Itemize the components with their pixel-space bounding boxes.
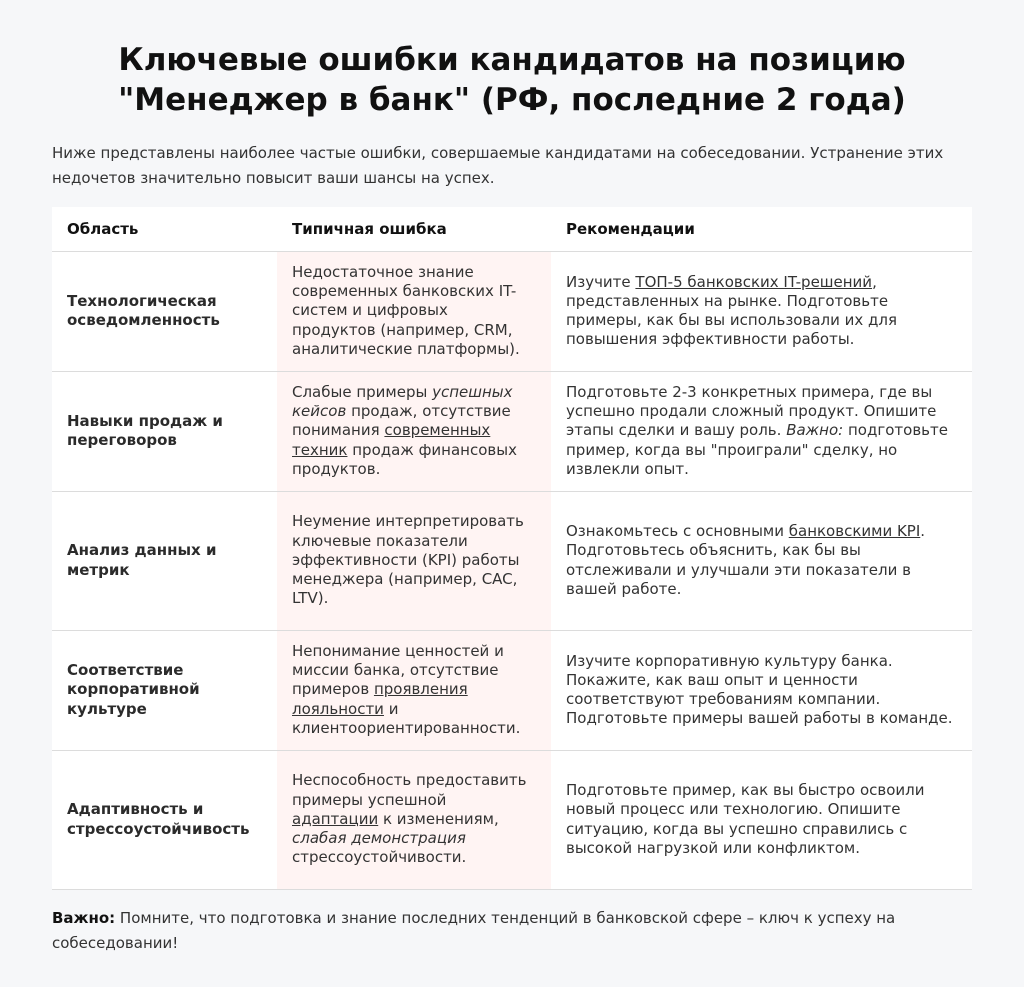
table-row xyxy=(52,371,972,491)
mistakes-table xyxy=(52,207,972,890)
link-bank-kpi[interactable]: банковскими KPI xyxy=(788,522,921,541)
row-recommendation: Изучите корпоративную культуру банка. Покажите, как ваш опыт и ценности соответствуют требованиям компании. Подготовьте примеры вашей работы в команде. xyxy=(551,630,972,750)
table-row xyxy=(52,251,972,371)
row-area: Адаптивность и стрессоустойчивость xyxy=(52,750,277,889)
row-recommendation: Ознакомьтесь с основными банковскими KPI. Подготовьтесь объяснить, как бы вы отслеживали и улучшали эти показатели в вашей работе. xyxy=(551,491,972,630)
table-header-row xyxy=(52,207,972,251)
row-area: Анализ данных и метрик xyxy=(52,491,277,630)
footer-text: Помните, что подготовка и знание последних тенденций в банковской сфере – ключ к успеху на собеседовании! xyxy=(52,908,896,952)
table-row xyxy=(52,630,972,750)
table-row xyxy=(52,750,972,889)
link-loyalty[interactable]: проявления лояльности xyxy=(292,680,468,718)
italic-emphasis: Важно: xyxy=(786,421,844,440)
footer-label: Важно: xyxy=(52,908,116,927)
page-title xyxy=(52,0,972,120)
italic-emphasis: успешных кейсов xyxy=(292,382,513,421)
row-recommendation: Изучите ТОП-5 банковских IT-решений, представленных на рынке. Подготовьте примеры, как бы вы использовали их для повышения эффективности работы. xyxy=(551,251,972,371)
row-error: Непонимание ценностей и миссии банка, отсутствие примеров проявления лояльности и клиентоориентированности. xyxy=(277,630,551,750)
row-area: Технологическая осведомленность xyxy=(52,251,277,371)
header-area: Область xyxy=(52,207,277,251)
header-error: Типичная ошибка xyxy=(277,207,551,251)
intro-text: Ниже представлены наиболее частые ошибки, совершаемые кандидатами на собеседовании. Устранение этих недочетов значительно повысит ваши шансы на успех. xyxy=(52,144,944,187)
row-recommendation: Подготовьте 2-3 конкретных примера, где вы успешно продали сложный продукт. Опишите этапы сделки и вашу роль. Важно: подготовьте пример, когда вы "проиграли" сделку, но извлекли опыт. xyxy=(551,371,972,491)
table-row xyxy=(52,491,972,630)
row-error: Недостаточное знание современных банковских IT-систем и цифровых продуктов (например, CRM, аналитические платформы). xyxy=(277,251,551,371)
link-adaptation[interactable]: адаптации xyxy=(292,809,379,828)
title-line-1: Ключевые ошибки кандидатов на позицию xyxy=(118,42,906,78)
row-area: Соответствие корпоративной культуре xyxy=(52,630,277,750)
row-error: Неспособность предоставить примеры успешной адаптации к изменениям, слабая демонстрация стрессоустойчивости. xyxy=(277,750,551,889)
link-modern-techniques[interactable]: современных техник xyxy=(292,421,491,459)
row-error: Неумение интерпретировать ключевые показатели эффективности (KPI) работы менеджера (например, CAC, LTV). xyxy=(277,491,551,630)
row-error: Слабые примеры успешных кейсов продаж, отсутствие понимания современных техник продаж финансовых продуктов. xyxy=(277,371,551,491)
link-top5-it[interactable]: ТОП-5 банковских IT-решений xyxy=(635,272,873,291)
row-recommendation: Подготовьте пример, как вы быстро освоили новый процесс или технологию. Опишите ситуацию, когда вы успешно справились с высокой нагрузкой или конфликтом. xyxy=(551,750,972,889)
footer-note xyxy=(52,906,972,956)
italic-emphasis: слабая демонстрация xyxy=(292,829,466,848)
header-recommendations: Рекомендации xyxy=(551,207,972,251)
title-line-2: "Менеджер в банк" (РФ, последние 2 года) xyxy=(118,82,906,118)
row-area: Навыки продаж и переговоров xyxy=(52,371,277,491)
